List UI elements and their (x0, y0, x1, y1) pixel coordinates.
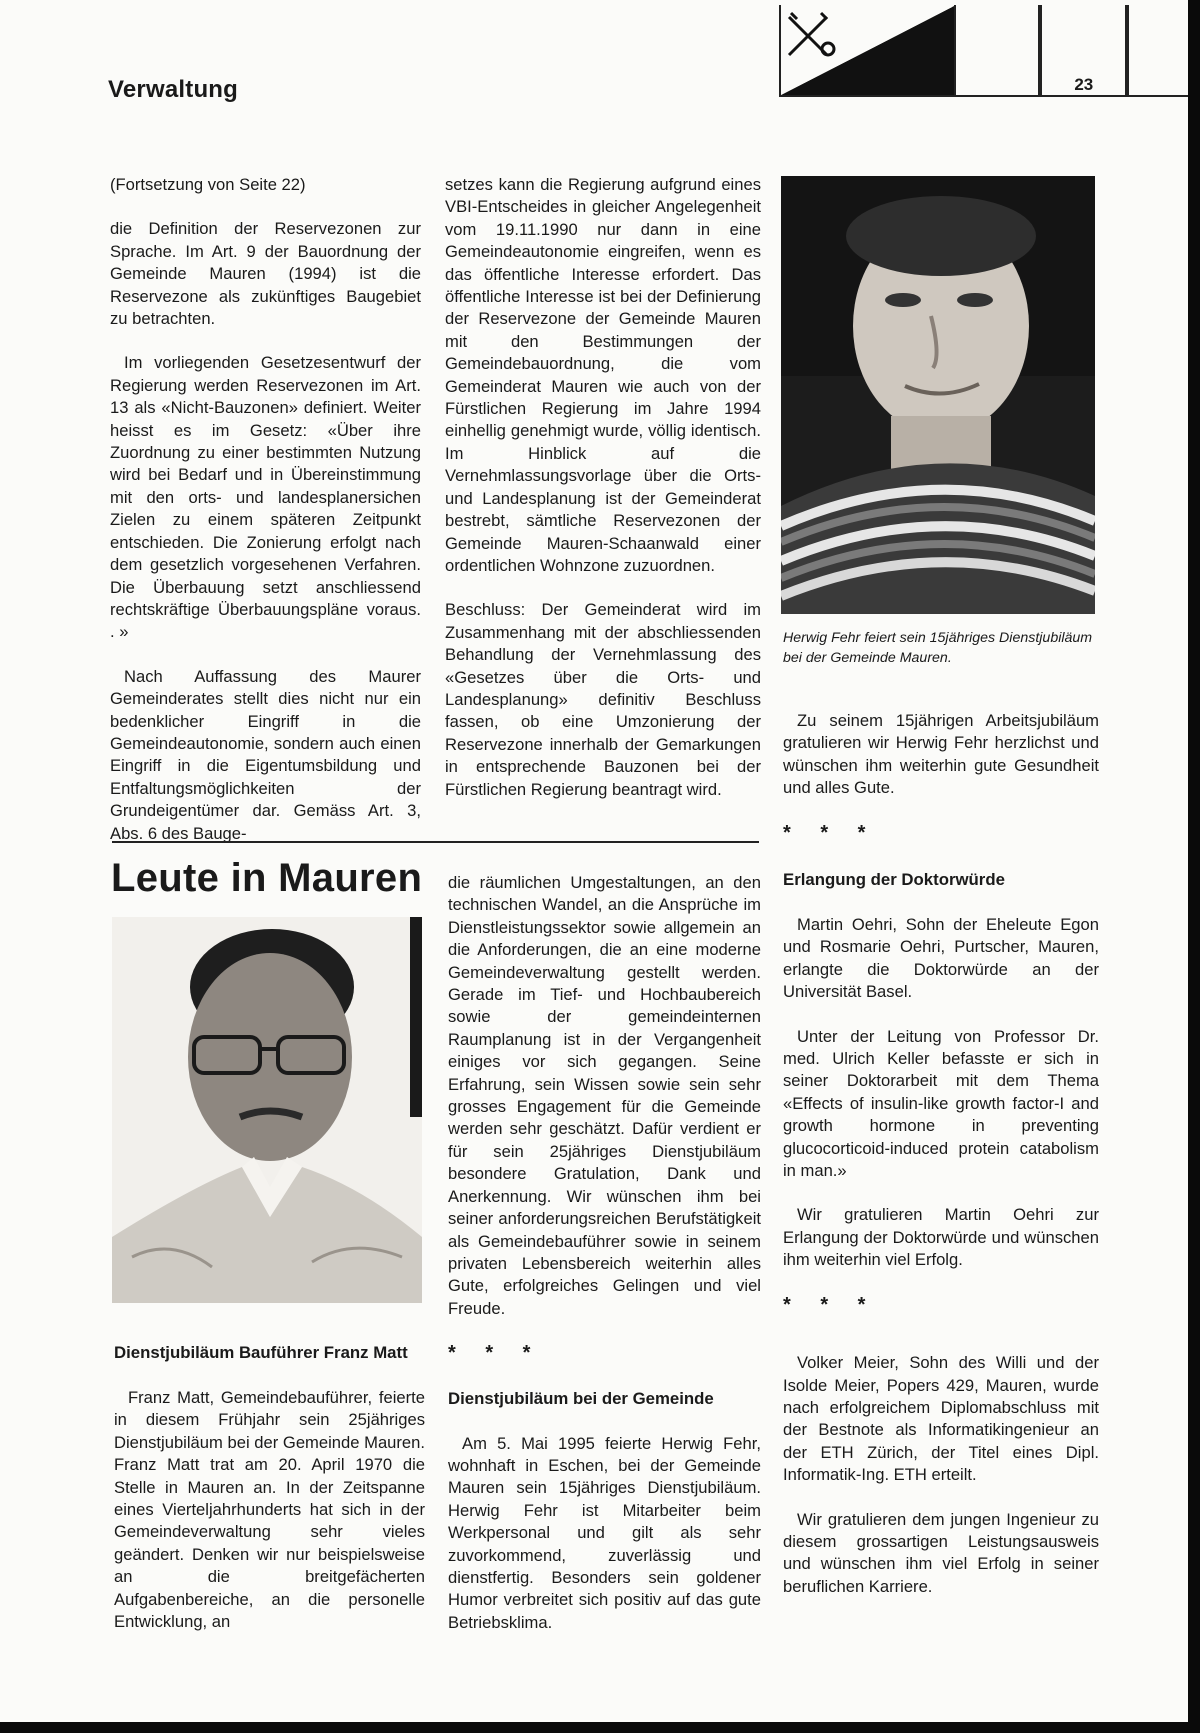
separator-stars: * * * (448, 1342, 543, 1365)
paragraph: Im vorliegenden Gesetzesentwurf der Regierung werden Reservezonen im Art. 13 als «Nicht-Bauzonen» definiert. Weiter heisst es im Gesetz: «Über ihre Zuordnung zu einer bestimmten Nutzung wird bei Bedarf und in Übereinstimmung mit den orts- und landesplanersichen Zielen zu einem späteren Zeitpunkt entschieden. Die Zonierung erfolgt nach dem gesetzlich vorgesehenen Verfahren. Die Überbauung setzt anschliessend rechtskräftige Überbauungspläne voraus. . » (110, 353, 421, 642)
article-column-4 (114, 1341, 425, 1655)
paragraph: Wir gratulieren Martin Oehri zur Erlangung der Doktorwürde und wünschen ihm weiterhin viel Erfolg. (783, 1205, 1099, 1270)
paragraph: Volker Meier, Sohn des Willi und der Isolde Meier, Popers 429, Mauren, wurde nach erfolgreichem Diplomabschluss mit der Bestnote als Informatikingenieur an der ETH Zürich, der Titel eines Dipl. Informatik-Ing. ETH erteilt. (783, 1353, 1099, 1485)
paragraph: Beschluss: Der Gemeinderat wird im Zusammenhang mit der abschliessenden Behandlung der Vernehmlassung des «Gesetzes über die Orts- und Landesplanung» definitiv Beschluss fassen, ob eine Umzonierung der Reservezone innerhalb der Gemarkungen in entsprechende Bauzonen bei der Fürstlichen Regierung beantragt wird. (445, 600, 761, 799)
article-column-3 (783, 710, 1099, 866)
article-column-6 (783, 868, 1099, 1620)
paragraph: Unter der Leitung von Professor Dr. med. Ulrich Keller befasste er sich in seiner Doktorarbeit mit dem Thema «Effects of insulin-like growth factor-I and growth hormone in preventing glucocorticoid-induced protein catabolism in man.» (783, 1026, 1099, 1181)
herwig-fehr-photo (781, 176, 1095, 614)
header-cell (954, 5, 1040, 95)
portrait-image (781, 176, 1095, 614)
scan-border-bottom (0, 1722, 1200, 1733)
article-column-1 (110, 174, 421, 867)
paragraph: die räumlichen Umgestaltungen, an den technischen Wandel, an die Ansprüche im Dienstleistungssektor sowie allgemein an die Anforderungen, die an eine moderne Gemeindeverwaltung gestellt werden. Gerade im Tief- und Hochbaubereich sowie der gemeindeinternen Raumplanung ist in der Vergangenheit einiges vor sich gegangen. Seine Erfahrung, sein Wissen sowie sein sehr grosses Engagement für die Gemeinde werden sehr geschätzt. Dafür verdient er für sein 25jähriges Dienstjubiläum besondere Gratulation, Dank und Anerkennung. Wir wünschen ihm bei seiner anforderungsreichen Berufstätigkeit als Gemeindebauführer sowie in seinem privaten Lebensbereich weiterhin alles Gute, erfolgreiches Gelingen und viel Freude. (448, 873, 761, 1318)
franz-matt-photo (112, 917, 422, 1303)
article-heading: Dienstjubiläum Bauführer Franz Matt (114, 1343, 408, 1362)
header-divider (779, 95, 1188, 97)
paragraph: die Definition der Reservezonen zur Sprache. Im Art. 9 der Bauordnung der Gemeinde Mauren (1994) ist die Reservezone als zukünftiges Baugebiet zu betrachten. (110, 219, 421, 329)
paragraph: Am 5. Mai 1995 feierte Herwig Fehr, wohnhaft in Eschen, bei der Gemeinde Mauren sein 15jähriges Dienstjubiläum. Herwig Fehr ist Mitarbeiter beim Werkpersonal und gilt als sehr zuvorkommend, zuverlässig und dienstfertig. Besonders sein goldener Humor verbreitet sich positiv auf das gute Betriebsklima. (448, 1433, 761, 1632)
section-header: Verwaltung (108, 76, 239, 103)
continuation-note: (Fortsetzung von Seite 22) (110, 175, 306, 194)
crossed-keys-emblem-icon (781, 5, 956, 95)
header-cell (1040, 5, 1127, 95)
section-title: Leute in Mauren (111, 856, 423, 900)
article-heading: Erlangung der Doktorwürde (783, 870, 1005, 889)
section-divider (112, 841, 759, 843)
article-heading: Dienstjubiläum bei der Gemeinde (448, 1388, 714, 1408)
paragraph: Wir gratulieren dem jungen Ingenieur zu diesem grossartigen Leistungsausweis und wünschen ihm viel Erfolg in seiner beruflichen Karriere. (783, 1509, 1099, 1596)
municipal-emblem (779, 5, 954, 95)
paragraph: Martin Oehri, Sohn der Eheleute Egon und Rosmarie Oehri, Purtscher, Mauren, erlangte die Doktorwürde an der Universität Basel. (783, 915, 1099, 1002)
separator-stars: * * * (783, 1293, 878, 1316)
portrait-image (112, 917, 422, 1303)
page-number: 23 (1074, 75, 1094, 94)
header-cell (1127, 5, 1188, 95)
article-column-2 (445, 174, 761, 823)
paragraph: Franz Matt, Gemeindebauführer, feierte in diesem Frühjahr sein 25jähriges Dienstjubiläum bei der Gemeinde Mauren. Franz Matt trat am 20. April 1970 die Stelle in Mauren an. In der Zeitspanne eines Vierteljahrhunderts hat sich in der Gemeindeverwaltung sehr vieles geändert. Denken wir nur beispielsweise an die breitgefächerten Aufgabenbereiche, an die personelle Entwicklung, an (114, 1388, 425, 1632)
scan-border-right (1188, 0, 1200, 1733)
header-grid (779, 5, 1188, 95)
article-column-5 (448, 872, 761, 1656)
paragraph: Nach Auffassung des Maurer Gemeinderates stellt dies nicht nur ein bedenklicher Eingriff in die Gemeindeautonomie, sondern auch einen Eingriff in die Eigentumsbildung und Entfaltungsmöglichkeiten der Grundeigentümer dar. Gemäss Art. 3, Abs. 6 des Bauge- (110, 666, 421, 843)
separator-stars: * * * (783, 821, 878, 844)
photo-caption: Herwig Fehr feiert sein 15jähriges Dienstjubiläum bei der Gemeinde Mauren. (783, 630, 1093, 666)
paragraph: Zu seinem 15jährigen Arbeitsjubiläum gratulieren wir Herwig Fehr herzlichst und wünschen ihm weiterhin gute Gesundheit und alles Gute. (783, 711, 1099, 798)
paragraph: setzes kann die Regierung aufgrund eines VBI-Entscheides in gleicher Angelegenheit vom 19.11.1990 nur dann in eine Gemeindeautonomie eingreifen, wenn es das öffentliche Interesse erfordert. Das öffentliche Interesse ist bei der Definierung der Reservezone der Gemeinde Mauren mit den Bestimmungen der Gemeindebauordnung, die vom Gemeinderat Mauren wie auch von der Fürstlichen Regierung im Jahre 1994 einhellig genehmigt wurde, völlig identisch. Im Hinblick auf die Vernehmlassungsvorlage über die Orts- und Landesplanung ist der Gemeinderat bestrebt, sämtliche Reservezonen der Gemeinde Mauren-Schaanwald einer ordentlichen Wohnzone zuzuordnen. (445, 175, 761, 575)
